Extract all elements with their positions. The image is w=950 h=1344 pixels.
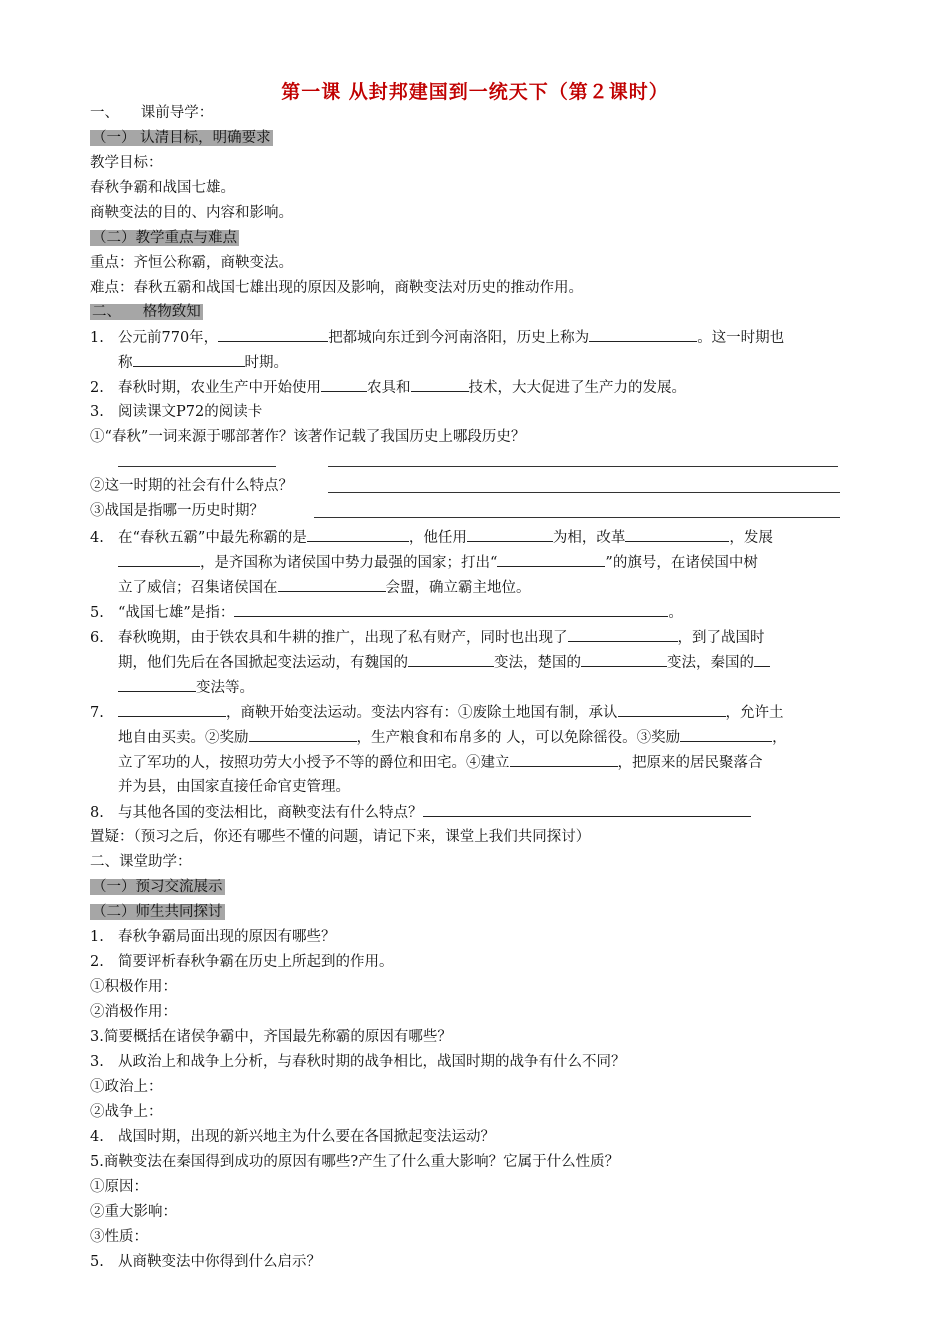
q6-text-a: 春秋晚期，由于铁农具和牛耕的推广，出现了私有财产，同时也出现了: [118, 630, 568, 646]
answer-blank[interactable]: [589, 327, 697, 342]
question-4-line-2: [118, 552, 758, 573]
answer-blank[interactable]: [408, 652, 494, 667]
goal-2: 商鞅变法的目的、内容和影响。: [90, 205, 293, 221]
q4-text-b: ，他任用: [408, 530, 467, 546]
question-7-line-2: [118, 727, 787, 748]
question-number: 8.: [90, 805, 104, 821]
question-1-line-2: [118, 352, 288, 373]
question-3: [90, 402, 262, 422]
answer-blank[interactable]: [411, 377, 469, 392]
answer-line[interactable]: [328, 492, 840, 493]
doubt-prompt: 置疑：（预习之后，你还有哪些不懂的问题，请记下来，课堂上我们共同探讨）: [90, 829, 591, 845]
answer-blank[interactable]: [754, 652, 770, 667]
question-6-line-2: [118, 652, 770, 673]
question-6-line-3: [118, 677, 254, 698]
discussion-4: [90, 1127, 495, 1147]
answer-blank[interactable]: [118, 677, 196, 692]
question-number: 2.: [90, 954, 104, 970]
question-5: [90, 602, 683, 623]
q7-text-d: ，生产粮食和布帛多的 人，可以免除徭役。③奖励: [356, 730, 681, 746]
q4-text-h: 会盟，确立霸主地位。: [385, 580, 531, 596]
q2-text-a: 春秋时期，农业生产中开始使用: [118, 380, 321, 396]
question-number: 3.: [90, 404, 104, 420]
answer-blank[interactable]: [321, 377, 367, 392]
question-3-sub-3: ③战国是指哪一历史时期？: [90, 503, 264, 519]
q1-text-a: 公元前770年，: [118, 330, 219, 346]
discussion-6-text: 从商鞅变法中你得到什么启示？: [118, 1254, 321, 1270]
q4-text-d: ，发展: [729, 530, 773, 546]
difficult-point: 难点：春秋五霸和战国七雄出现的原因及影响，商鞅变法对历史的推动作用。: [90, 280, 583, 296]
question-number: 1.: [90, 929, 104, 945]
answer-blank[interactable]: [133, 352, 245, 367]
question-6-line-1: [90, 627, 765, 648]
heading-discussion-text: （二）师生共同探讨: [92, 904, 223, 920]
question-3-sub-1: ①“春秋”一词来源于哪部著作？该著作记载了我国历史上哪段历史？: [90, 429, 526, 445]
question-number: 5.: [90, 1254, 104, 1270]
question-4-line-3: [118, 577, 531, 598]
question-number: 7.: [90, 705, 104, 721]
question-4-line-1: [90, 527, 773, 548]
heading-exchange-text: （一）预习交流展示: [92, 879, 223, 895]
discussion-1-text: 春秋争霸局面出现的原因有哪些？: [118, 929, 336, 945]
q7-text-c: 地自由买卖。②奖励: [118, 730, 249, 746]
q8-text: 与其他各国的变法相比，商鞅变法有什么特点？: [118, 805, 423, 821]
discussion-5: 5.商鞅变法在秦国得到成功的原因有哪些?产生了什么重大影响？它属于什么性质？: [90, 1154, 620, 1170]
answer-blank[interactable]: [118, 702, 226, 717]
discussion-5-nature: ③性质：: [90, 1229, 148, 1245]
heading-goals: [90, 128, 273, 148]
q7-text-f: 立了军功的人，按照功劳大小授予不等的爵位和田宅。④建立: [118, 755, 510, 771]
q5-text-b: 。: [668, 605, 683, 621]
q1-text-d: 称: [118, 355, 133, 371]
q4-text-c: 为相，改革: [552, 530, 626, 546]
q1-text-e: 时期。: [244, 355, 288, 371]
q5-text-a: “战国七雄”是指：: [118, 605, 235, 621]
section-pre-study: 一、 课前导学：: [90, 105, 214, 121]
answer-blank[interactable]: [118, 552, 200, 567]
section-class-help: 二、课堂助学：: [90, 854, 192, 870]
answer-blank[interactable]: [680, 727, 772, 742]
q1-text-c: 。这一时期也: [697, 330, 785, 346]
question-number: 5.: [90, 605, 104, 621]
question-7-line-1: [90, 702, 784, 723]
answer-line[interactable]: [118, 466, 276, 467]
answer-blank[interactable]: [568, 627, 678, 642]
discussion-2-positive: ①积极作用：: [90, 979, 177, 995]
heading-exchange: [90, 877, 225, 897]
question-number: 4.: [90, 1129, 104, 1145]
q6-text-e: 变法，秦国的: [667, 655, 754, 671]
q2-text-b: 农具和: [367, 380, 411, 396]
question-number: 2.: [90, 380, 104, 396]
question-number: 3.: [90, 1054, 104, 1070]
answer-blank[interactable]: [497, 552, 605, 567]
q7-text-a: ，商鞅开始变法运动。变法内容有：①废除土地国有制，承认: [226, 705, 618, 721]
question-8: [90, 802, 751, 823]
discussion-6: [90, 1252, 321, 1272]
q3-text: 阅读课文P72的阅读卡: [118, 404, 263, 420]
answer-blank[interactable]: [423, 802, 751, 817]
question-number: 6.: [90, 630, 104, 646]
question-number: 4.: [90, 530, 104, 546]
heading-goals-text: （一） 认清目标，明确要求: [92, 130, 271, 146]
discussion-3: 3.简要概括在诸侯争霸中，齐国最先称霸的原因有哪些？: [90, 1029, 452, 1045]
discussion-4-text: 战国时期，出现的新兴地主为什么要在各国掀起变法运动？: [118, 1129, 495, 1145]
key-point: 重点：齐恒公称霸，商鞅变法。: [90, 255, 293, 271]
discussion-3b-politics: ①政治上：: [90, 1079, 163, 1095]
question-3-sub-2: ②这一时期的社会有什么特点？: [90, 478, 293, 494]
discussion-3b-text: 从政治上和战争上分析，与春秋时期的战争相比，战国时期的战争有什么不同？: [118, 1054, 626, 1070]
answer-blank[interactable]: [581, 652, 667, 667]
q4-text-f: ”的旗号，在诸侯国中树: [605, 555, 758, 571]
answer-blank[interactable]: [249, 727, 357, 742]
answer-blank[interactable]: [278, 577, 386, 592]
q7-text-g: ，把原来的居民聚落合: [617, 755, 763, 771]
discussion-5-impact: ②重大影响：: [90, 1204, 177, 1220]
q7-text-b: ，允许土: [725, 705, 784, 721]
answer-blank[interactable]: [467, 527, 553, 542]
question-1-line-1: [90, 327, 784, 348]
answer-blank[interactable]: [234, 602, 668, 617]
question-7-line-3: [118, 752, 763, 773]
heading-key-points-text: （二）教学重点与难点: [92, 230, 237, 246]
question-2: [90, 377, 686, 398]
heading-knowledge-text: 二、 格物致知: [92, 304, 201, 320]
answer-line[interactable]: [314, 517, 840, 518]
q4-text-a: 在“春秋五霸”中最先称霸的是: [118, 530, 307, 546]
answer-blank[interactable]: [510, 752, 618, 767]
q6-text-b: ，到了战国时: [677, 630, 765, 646]
discussion-2: [90, 952, 394, 972]
discussion-2-negative: ②消极作用：: [90, 1004, 177, 1020]
discussion-2-text: 简要评析春秋争霸在历史上所起到的作用。: [118, 954, 394, 970]
discussion-5-reasons: ①原因：: [90, 1179, 148, 1195]
goal-1: 春秋争霸和战国七雄。: [90, 180, 235, 196]
discussion-1: [90, 927, 336, 947]
q6-text-c: 期，他们先后在各国掀起变法运动，有魏国的: [118, 655, 408, 671]
q1-text-b: 把都城向东迁到今河南洛阳，历史上称为: [328, 330, 590, 346]
answer-blank[interactable]: [307, 527, 409, 542]
goals-label: 教学目标：: [90, 155, 163, 171]
answer-blank[interactable]: [618, 702, 726, 717]
q2-text-c: 技术，大大促进了生产力的发展。: [468, 380, 686, 396]
answer-line[interactable]: [328, 466, 838, 467]
heading-knowledge: [90, 302, 203, 322]
q7-text-e: ，: [772, 730, 787, 746]
heading-key-points: [90, 228, 239, 248]
heading-discussion: [90, 902, 225, 922]
discussion-3b: [90, 1052, 626, 1072]
q4-text-g: 立了威信；召集诸侯国在: [118, 580, 278, 596]
discussion-3b-war: ②战争上：: [90, 1104, 163, 1120]
answer-blank[interactable]: [218, 327, 328, 342]
question-7-line-4: 并为县，由国家直接任命官吏管理。: [118, 779, 350, 795]
q6-text-d: 变法，楚国的: [494, 655, 581, 671]
question-number: 1.: [90, 330, 104, 346]
page-title: 第一课 从封邦建国到一统天下（第２课时）: [281, 81, 669, 103]
q6-text-f: 变法等。: [196, 680, 254, 696]
answer-blank[interactable]: [625, 527, 729, 542]
q4-text-e: ，是齐国称为诸侯国中势力最强的国家；打出“: [200, 555, 498, 571]
